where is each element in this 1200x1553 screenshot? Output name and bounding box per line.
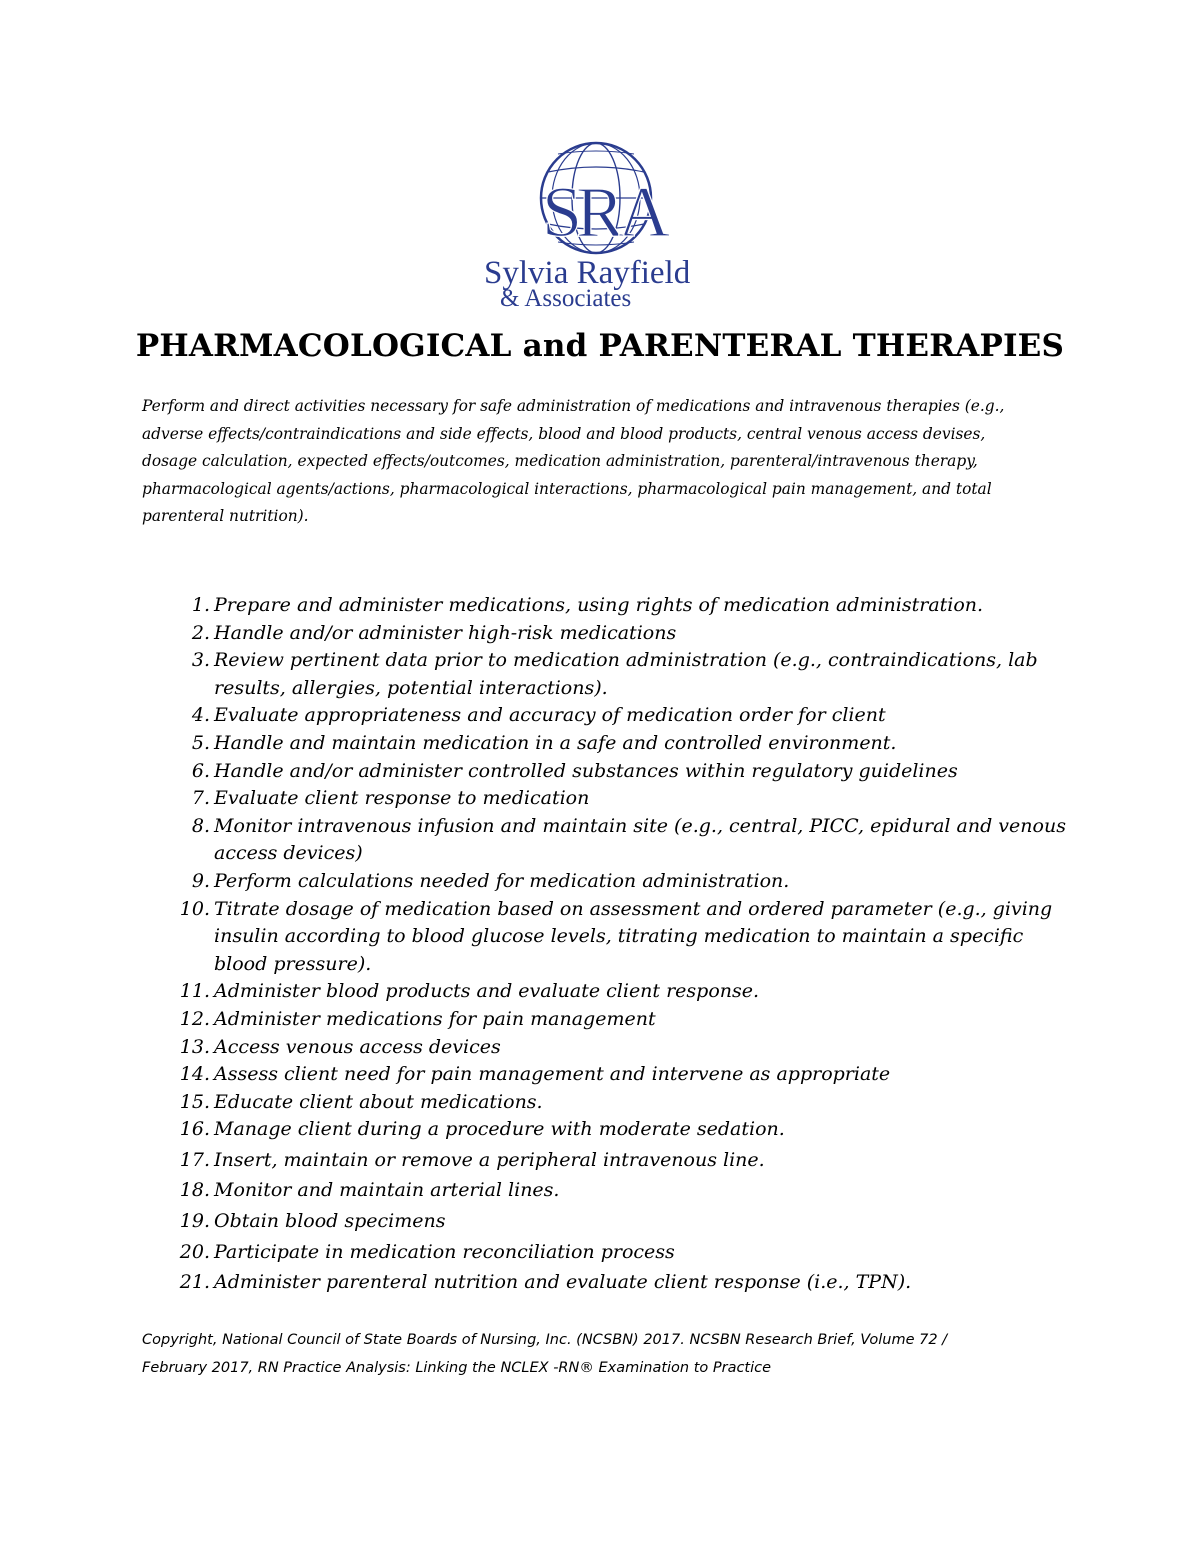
list-item — [140, 1269, 1070, 1297]
list-item — [140, 813, 1070, 868]
list-item — [140, 758, 1070, 786]
list-item-text: Manage client during a procedure with moderate sedation. — [214, 1118, 785, 1141]
list-item — [140, 1089, 1070, 1117]
intro-line: dosage calculation, expected effects/outcomes, medication administration, parenteral/intravenous therapy, — [142, 452, 978, 470]
list-item-text: Monitor intravenous infusion and maintain site (e.g., central, PICC, epidural and venous access devices) — [214, 814, 1066, 865]
list-item-number: 3. — [191, 649, 210, 672]
list-item — [140, 1177, 1070, 1205]
list-item-number: 14. — [179, 1063, 210, 1086]
list-item-text: Administer parenteral nutrition and evaluate client response (i.e., TPN). — [214, 1271, 912, 1294]
list-item — [140, 868, 1070, 896]
list-item — [140, 620, 1070, 648]
footer-line: February 2017, RN Practice Analysis: Linking the NCLEX -RN® Examination to Practice — [142, 1360, 772, 1376]
list-item-text: Assess client need for pain management and intervene as appropriate — [214, 1063, 891, 1086]
list-item — [140, 1239, 1070, 1267]
list-item-number: 6. — [191, 759, 210, 782]
list-item-text: Obtain blood specimens — [214, 1210, 446, 1233]
sra-logo — [478, 140, 724, 310]
list-item-text: Administer medications for pain management — [214, 1007, 656, 1030]
list-item-text: Insert, maintain or remove a peripheral intravenous line. — [214, 1148, 765, 1171]
list-item-text: Review pertinent data prior to medication administration (e.g., contraindications, lab results, allergies, potential interactions). — [214, 649, 1038, 699]
footer-line: Copyright, National Council of State Boards of Nursing, Inc. (NCSBN) 2017. NCSBN Research Brief, Volume 72 / — [142, 1332, 948, 1348]
list-item-text: Administer blood products and evaluate client response. — [214, 980, 760, 1003]
list-item-number: 13. — [179, 1035, 210, 1058]
list-item-text: Handle and/or administer controlled substances within regulatory guidelines — [214, 759, 958, 782]
intro-line: pharmacological agents/actions, pharmacological interactions, pharmacological pain management, and total — [142, 479, 992, 498]
list-item-number: 9. — [191, 869, 210, 892]
logo-name-line1: Sylvia Rayfield — [484, 255, 691, 291]
intro-paragraph — [142, 393, 1062, 531]
list-item-text: Educate client about medications. — [214, 1090, 543, 1113]
list-item-number: 16. — [179, 1118, 210, 1141]
list-item-text: Evaluate client response to medication — [214, 787, 590, 810]
list-item — [140, 592, 1070, 620]
list-item-number: 12. — [179, 1007, 210, 1030]
list-item-text: Participate in medication reconciliation process — [214, 1240, 675, 1263]
list-item — [140, 1208, 1070, 1236]
list-item-number: 8. — [191, 814, 210, 837]
list-item-text: Titrate dosage of medication based on assessment and ordered parameter (e.g., giving insulin according to blood glucose levels, titrating medication to maintain a specific blood pressure). — [214, 897, 1053, 975]
list-item — [140, 647, 1070, 702]
list-item-number: 10. — [179, 897, 210, 920]
list-item-number: 7. — [191, 787, 210, 810]
list-item-number: 5. — [191, 731, 210, 754]
list-item-number: 1. — [191, 594, 210, 616]
list-item-number: 2. — [191, 621, 210, 644]
list-item-text: Handle and maintain medication in a safe and controlled environment. — [214, 731, 897, 754]
list-item — [140, 730, 1070, 758]
list-item-text: Access venous access devices — [214, 1035, 501, 1058]
logo-monogram: SRA — [542, 172, 665, 252]
intro-line: Perform and direct activities necessary for safe administration of medications and intravenous therapies (e.g., — [142, 397, 1005, 415]
list-item — [140, 1006, 1070, 1034]
list-item-number: 11. — [179, 980, 210, 1003]
copyright-footer — [142, 1326, 1042, 1382]
list-item — [140, 702, 1070, 730]
list-item-number: 17. — [179, 1148, 210, 1171]
list-item — [140, 978, 1070, 1006]
page-title: PHARMACOLOGICAL and PARENTERAL THERAPIES — [135, 328, 1065, 364]
list-item — [140, 785, 1070, 813]
list-item — [140, 1147, 1070, 1175]
list-item-number: 21. — [179, 1271, 210, 1294]
list-item — [140, 1061, 1070, 1089]
intro-line: parenteral nutrition). — [142, 507, 309, 525]
list-item — [140, 896, 1070, 979]
list-item-number: 4. — [191, 704, 210, 727]
list-item — [140, 1116, 1070, 1144]
intro-line: adverse effects/contraindications and side effects, blood and blood products, central venous access devises, — [142, 424, 986, 443]
list-item-text: Perform calculations needed for medication administration. — [214, 869, 790, 892]
list-item-number: 20. — [179, 1240, 210, 1263]
list-item-text: Monitor and maintain arterial lines. — [214, 1179, 560, 1202]
list-item-text: Evaluate appropriateness and accuracy of medication order for client — [214, 704, 886, 727]
logo-name-line2: & Associates — [500, 285, 632, 310]
list-item — [140, 1034, 1070, 1062]
list-item-number: 15. — [179, 1090, 210, 1113]
activity-list — [140, 592, 1070, 1297]
list-item-number: 19. — [179, 1210, 210, 1233]
list-item-text: Prepare and administer medications, using rights of medication administration. — [214, 594, 984, 616]
list-item-number: 18. — [179, 1179, 210, 1202]
list-item-text: Handle and/or administer high-risk medications — [214, 621, 677, 644]
